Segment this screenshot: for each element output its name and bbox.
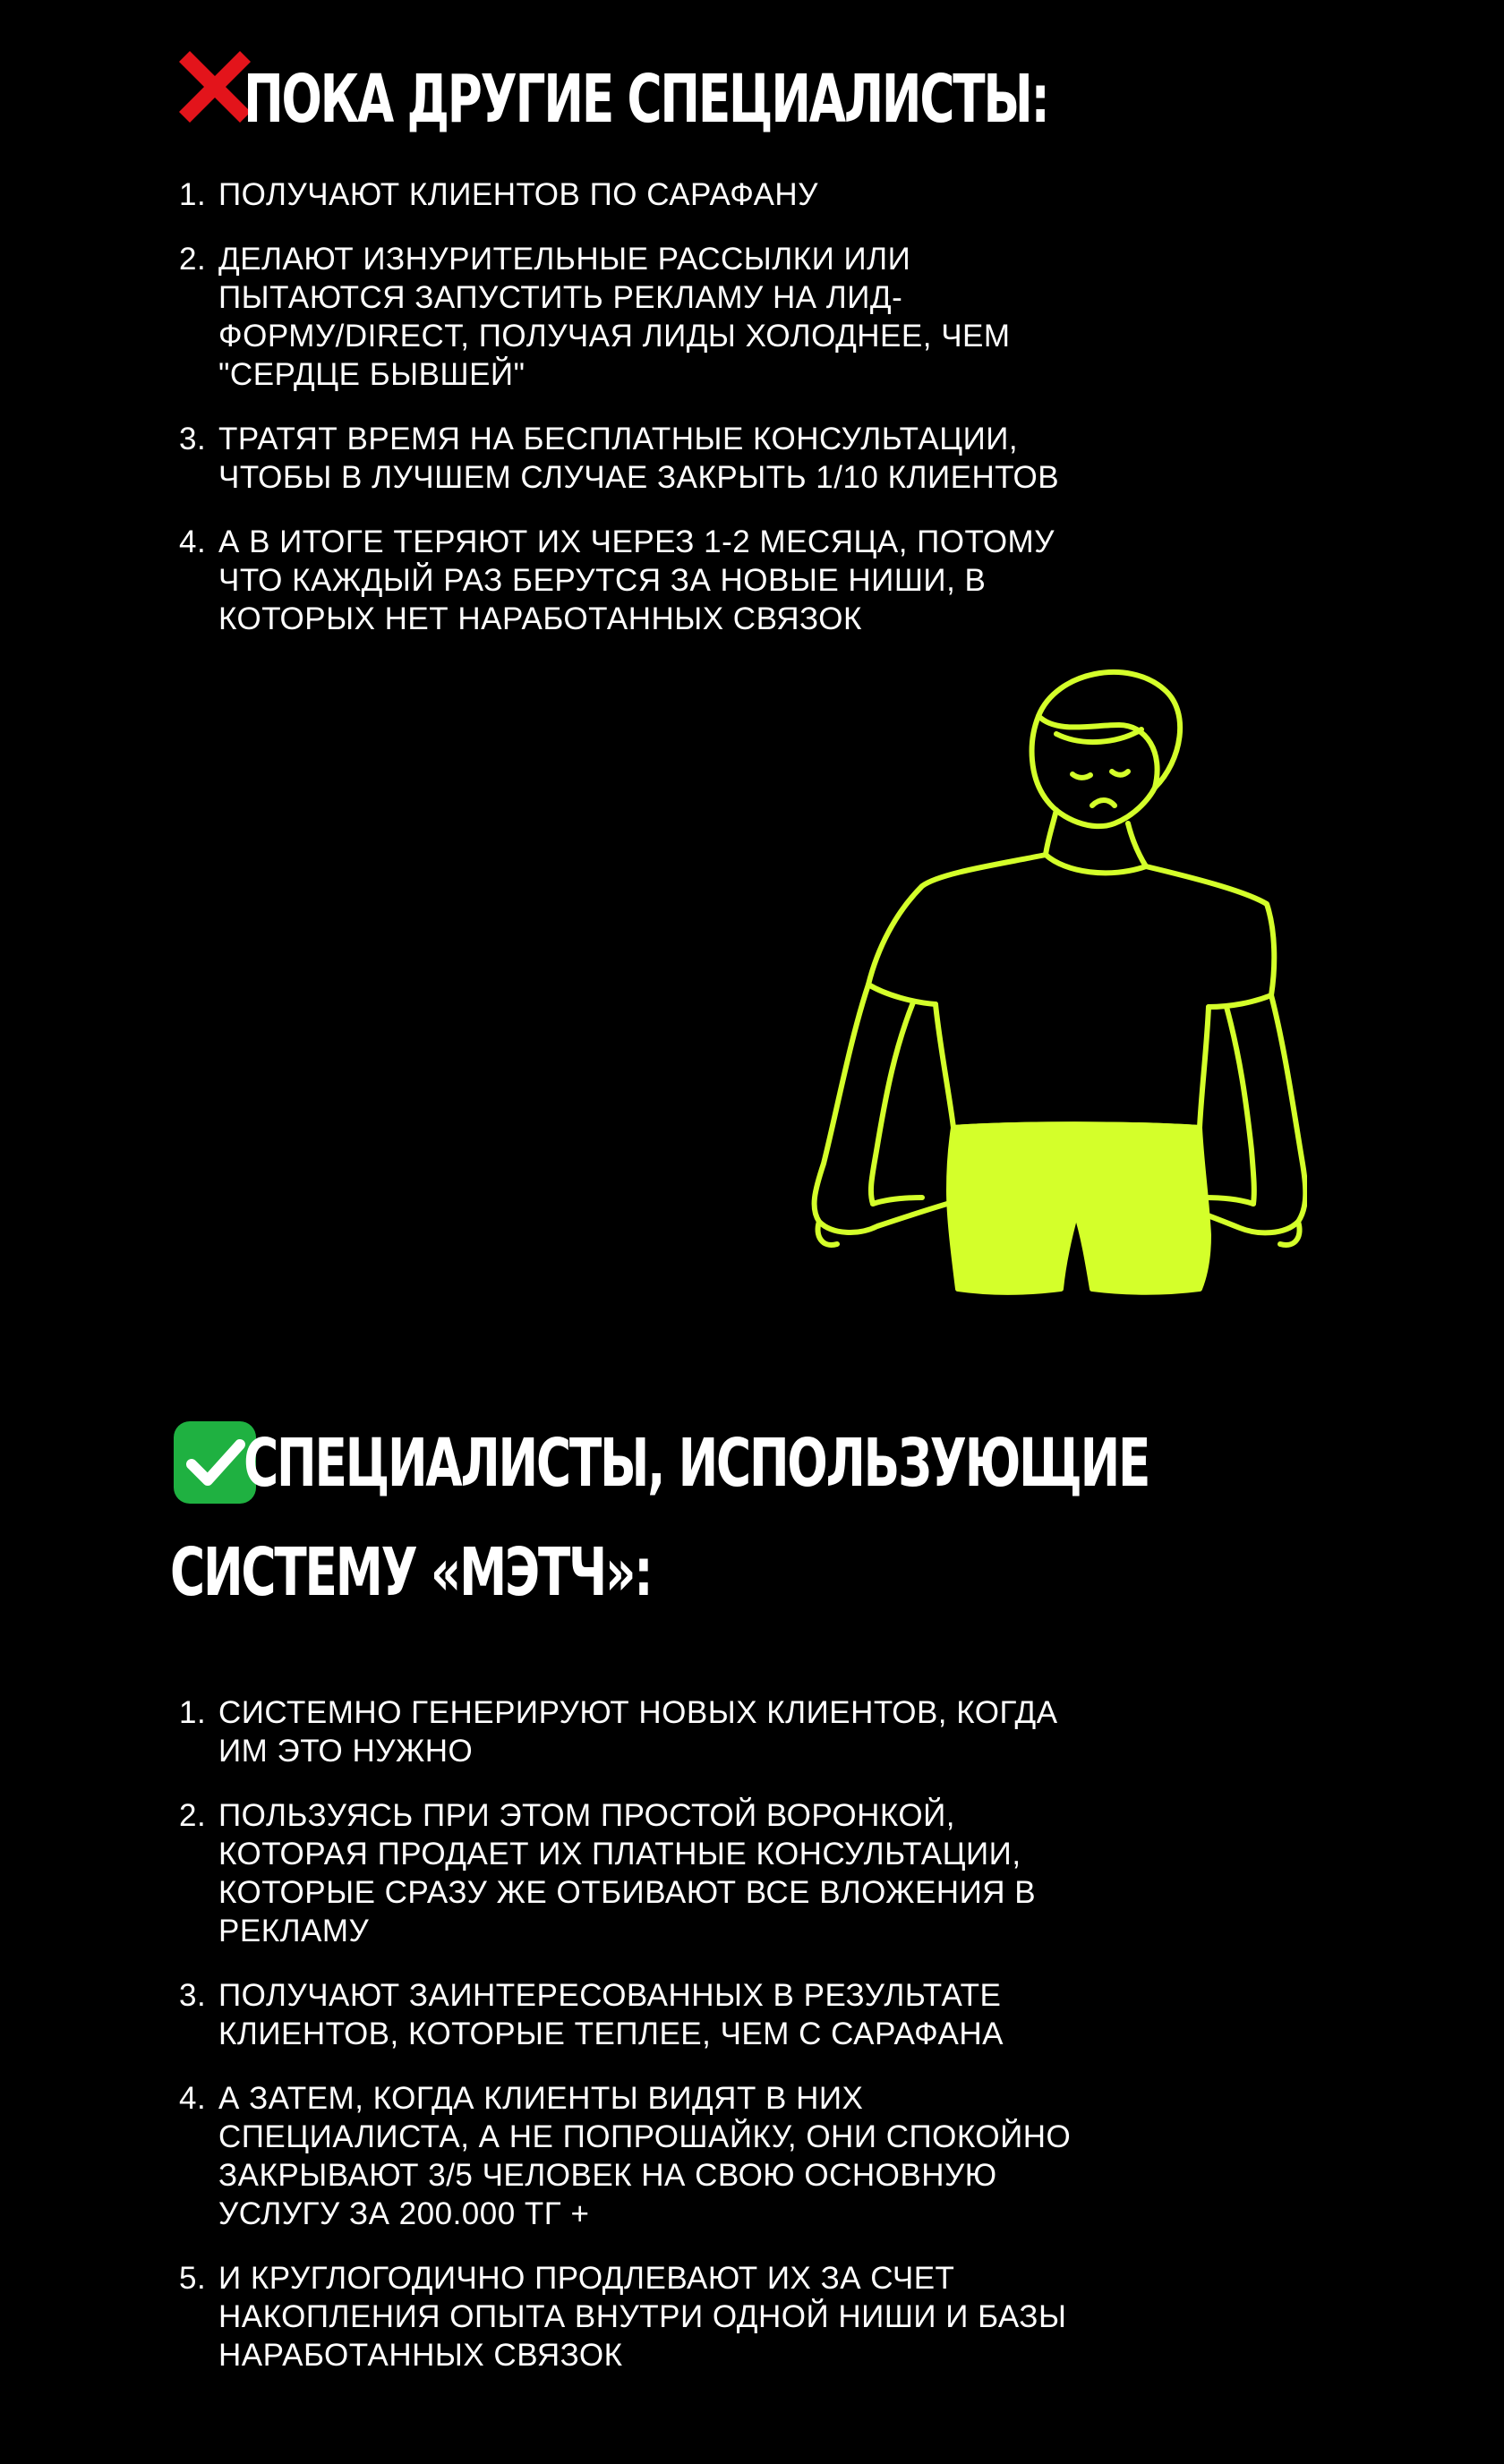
list-item-number: 1. (179, 177, 207, 212)
list-item-text: ДЕЛАЮТ ИЗНУРИТЕЛЬНЫЕ РАССЫЛКИ ИЛИ ПЫТАЮТСЯ ЗАПУСТИТЬ РЕКЛАМУ НА ЛИД-ФОРМУ/DIRECT, ПОЛУЧАЯ ЛИДЫ ХОЛОДНЕЕ, ЧЕМ "СЕРДЦЕ БЫВШЕЙ" (218, 242, 1011, 392)
list-item-text: ПОЛУЧАЮТ ЗАИНТЕРЕСОВАННЫХ В РЕЗУЛЬТАТЕ КЛИЕНТОВ, КОТОРЫЕ ТЕПЛЕЕ, ЧЕМ С САРАФАНА (218, 1978, 1004, 2051)
list-item (170, 1976, 1101, 2053)
section-bad-title-text: ПОКА ДРУГИЕ СПЕЦИАЛИСТЫ: (244, 61, 1048, 138)
list-item (170, 523, 1101, 638)
section-good-list (170, 1693, 1101, 2400)
list-item-text: А В ИТОГЕ ТЕРЯЮТ ИХ ЧЕРЕЗ 1-2 МЕСЯЦА, ПОТОМУ ЧТО КАЖДЫЙ РАЗ БЕРУТСЯ ЗА НОВЫЕ НИШИ, В КОТОРЫХ НЕТ НАРАБОТАННЫХ СВЯЗОК (218, 524, 1055, 636)
list-item-number: 4. (179, 524, 207, 559)
list-item-number: 2. (179, 1798, 207, 1833)
man-empty-pockets-icon (788, 662, 1307, 1307)
section-good-title-line1: СПЕЦИАЛИСТЫ, ИСПОЛЬЗУЮЩИЕ (244, 1425, 1149, 1502)
list-item (170, 2259, 1101, 2374)
list-item-number: 3. (179, 1978, 207, 2013)
list-item-text: ПОЛЬЗУЯСЬ ПРИ ЭТОМ ПРОСТОЙ ВОРОНКОЙ, КОТОРАЯ ПРОДАЕТ ИХ ПЛАТНЫЕ КОНСУЛЬТАЦИИ, КОТОРЫЕ СРАЗУ ЖЕ ОТБИВАЮТ ВСЕ ВЛОЖЕНИЯ В РЕКЛАМУ (218, 1798, 1037, 1948)
list-item (170, 240, 1101, 394)
section-good-title (170, 1409, 1149, 1627)
list-item-number: 5. (179, 2261, 207, 2296)
list-item (170, 1796, 1101, 1950)
section-bad-list (170, 175, 1101, 664)
list-item (170, 1693, 1101, 1770)
list-item-number: 4. (179, 2081, 207, 2116)
list-item-number: 1. (179, 1695, 207, 1730)
list-item-text: ТРАТЯТ ВРЕМЯ НА БЕСПЛАТНЫЕ КОНСУЛЬТАЦИИ, ЧТОБЫ В ЛУЧШЕМ СЛУЧАЕ ЗАКРЫТЬ 1/10 КЛИЕНТОВ (218, 422, 1060, 495)
list-item (170, 175, 1101, 214)
list-item-text: СИСТЕМНО ГЕНЕРИРУЮТ НОВЫХ КЛИЕНТОВ, КОГДА ИМ ЭТО НУЖНО (218, 1695, 1058, 1769)
list-item-text: А ЗАТЕМ, КОГДА КЛИЕНТЫ ВИДЯТ В НИХ СПЕЦИАЛИСТА, А НЕ ПОПРОШАЙКУ, ОНИ СПОКОЙНО ЗАКРЫВАЮТ 3/5 ЧЕЛОВЕК НА СВОЮ ОСНОВНУЮ УСЛУГУ ЗА 200.000 ТГ + (218, 2081, 1072, 2231)
list-item-text: ПОЛУЧАЮТ КЛИЕНТОВ ПО САРАФАНУ (218, 177, 818, 212)
list-item-number: 3. (179, 422, 207, 456)
section-bad-title (170, 45, 1048, 154)
list-item (170, 2079, 1101, 2233)
list-item-number: 2. (179, 242, 207, 277)
list-item-text: И КРУГЛОГОДИЧНО ПРОДЛЕВАЮТ ИХ ЗА СЧЕТ НАКОПЛЕНИЯ ОПЫТА ВНУТРИ ОДНОЙ НИШИ И БАЗЫ НАРАБОТАННЫХ СВЯЗОК (218, 2261, 1067, 2373)
section-good-title-line2: СИСТЕМУ «МЭТЧ»: (170, 1534, 652, 1611)
list-item (170, 420, 1101, 497)
